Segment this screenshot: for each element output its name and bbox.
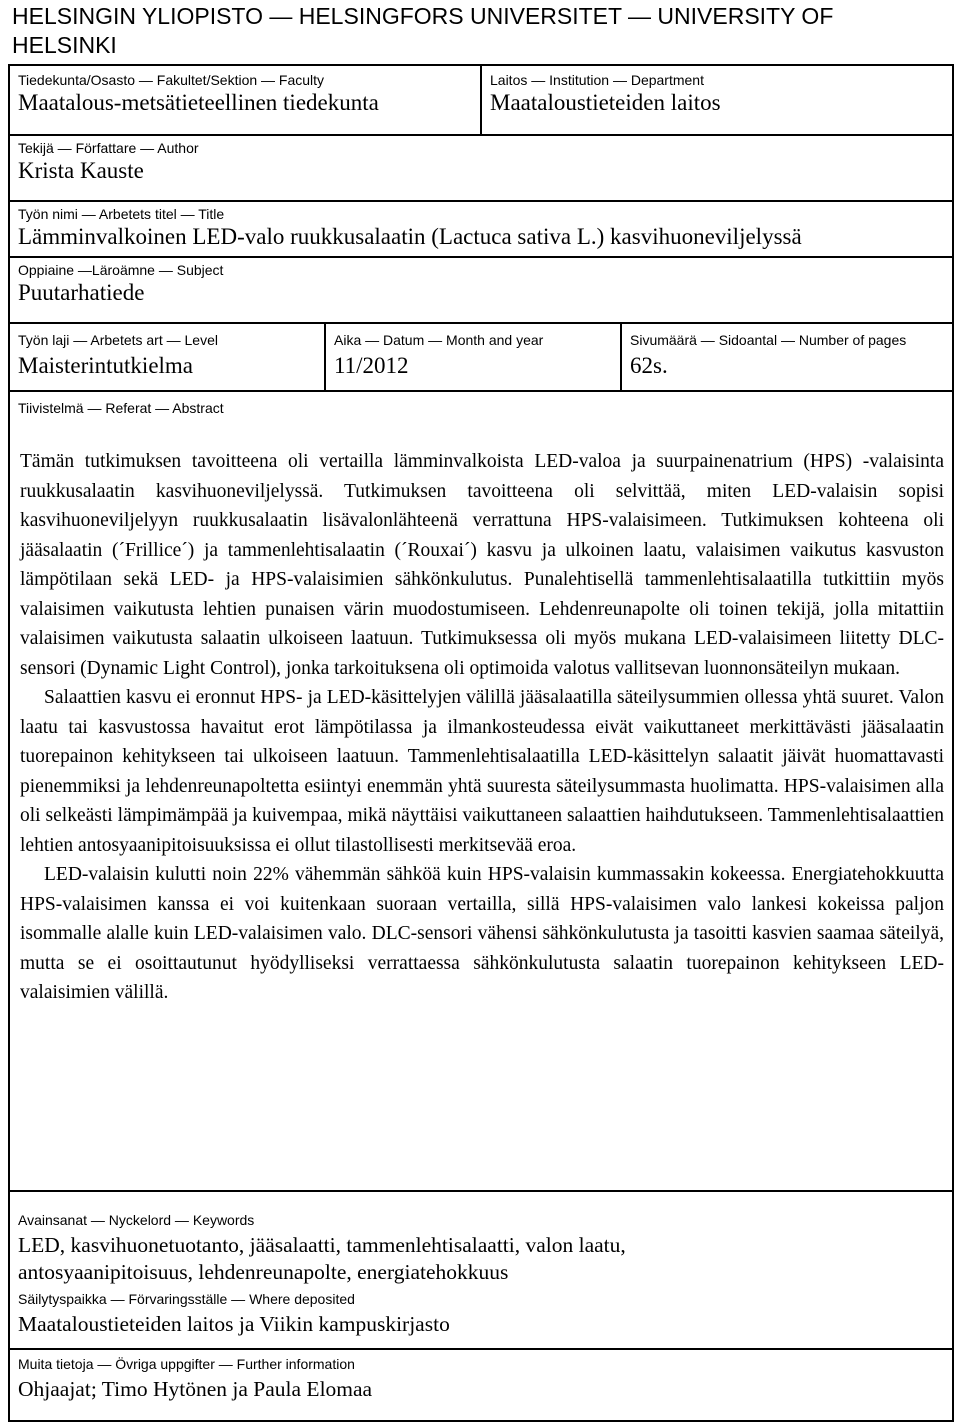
title-bottom-rule bbox=[10, 256, 952, 258]
faculty-value: Maatalous-metsätieteellinen tiedekunta bbox=[18, 90, 379, 115]
author-value: Krista Kauste bbox=[18, 158, 144, 183]
abstract-label: Tiivistelmä ― Referat ― Abstract bbox=[18, 400, 224, 416]
level-label: Työn laji ― Arbetets art ― Level bbox=[18, 332, 218, 348]
department-label: Laitos ― Institution ― Department bbox=[490, 72, 704, 88]
abstract-label-cell bbox=[10, 400, 950, 417]
date-value: 11/2012 bbox=[334, 353, 409, 378]
faculty-cell bbox=[10, 72, 480, 116]
level-value: Maisterintutkielma bbox=[18, 353, 194, 378]
further-label: Muita tietoja ― Övriga uppgifter ― Further information bbox=[18, 1356, 355, 1372]
keywords-line-2: antosyaanipitoisuus, lehdenreunapolte, energiatehokkuus bbox=[18, 1260, 509, 1284]
further-value: Ohjaajat; Timo Hytönen ja Paula Elomaa bbox=[18, 1377, 373, 1401]
pages-value: 62s. bbox=[630, 353, 668, 378]
author-label: Tekijä ― Författare ― Author bbox=[18, 140, 199, 156]
subject-bottom-rule bbox=[10, 322, 952, 324]
abstract-body bbox=[20, 447, 944, 1008]
keywords-line-1: LED, kasvihuonetuotanto, jääsalaatti, tammenlehtisalaatti, valon laatu, bbox=[18, 1233, 626, 1257]
department-value: Maataloustieteiden laitos bbox=[490, 90, 721, 115]
title-label: Työn nimi ― Arbetets titel ― Title bbox=[18, 206, 225, 222]
department-cell bbox=[482, 72, 952, 116]
abstract-paragraph-3: LED-valaisin kulutti noin 22% vähemmän sähköä kuin HPS-valaisin kummassakin kokeessa. Energiatehokkuutta HPS-valaisimen kanssa ei voi kuitenkaan suoraan vertailla, sillä HPS-valaisimen valo lankesi kokeissa paljon isommalle alalle kuin LED-valaisimen valo. DLC-sensori vähensi sähkönkulutusta ja tasoitti kasvien saamaa säteilyä, mutta se ei osoittautunut hyödylliseksi verrattaessa sähkönkulutusta salaatin tuorepainon kehitykseen LED-valaisimien välillä. bbox=[20, 864, 944, 1003]
title-value: Lämminvalkoinen LED-valo ruukkusalaatin (Lactuca sativa L.) kasvihuoneviljelyssä bbox=[18, 224, 802, 249]
author-cell bbox=[10, 140, 950, 184]
date-cell bbox=[326, 332, 626, 379]
deposited-cell bbox=[10, 1291, 950, 1338]
subject-cell bbox=[10, 262, 950, 306]
author-bottom-rule bbox=[10, 200, 952, 202]
level-row-bottom-rule bbox=[10, 390, 952, 392]
level-cell bbox=[10, 332, 324, 379]
abstract-bottom-rule bbox=[10, 1190, 952, 1192]
deposited-value: Maataloustieteiden laitos ja Viikin kampuskirjasto bbox=[18, 1312, 450, 1336]
deposited-bottom-rule bbox=[10, 1348, 952, 1350]
further-cell bbox=[10, 1356, 950, 1403]
title-cell bbox=[10, 206, 950, 250]
abstract-paragraph-1: Tämän tutkimuksen tavoitteena oli vertailla lämminvalkoista LED-valoa ja suurpainenatrium (HPS) -valaisinta ruukkusalaatin kasvihuoneviljelyssä. Tutkimuksen tavoitteena oli selvittää, miten LED-valaisin sopisi kasvihuoneviljelyyn ruukkusalaatin lisävalonlähteenä verrattuna HPS-valaisimeen. Tutkimuksen kohteena oli jääsalaatin (´Frillice´) ja tammenlehtisalaatin (´Rouxai´) kasvu ja ulkoinen laatu, valaisimen vaikutus kasvuston lämpötilaan sekä LED- ja HPS-valaisimien sähkönkulutus. Punalehtisellä tammenlehtisalaatilla tutkittiin myös valaisimen vaikutusta lehtien punaisen värin muodostumiseen. Lehdenreunapolte oli toinen tekijä, jolla mitattiin valaisimen vaikutusta salaatin ulkoiseen laatuun. Tutkimuksessa oli myös mukana LED-valaisimeen liitetty DLC-sensori (Dynamic Light Control), jonka tarkoituksena oli optimoida valotus vallitsevan luonnonsäteilyn mukaan. bbox=[20, 451, 944, 679]
date-label: Aika ― Datum ― Month and year bbox=[334, 332, 544, 348]
keywords-cell bbox=[10, 1212, 950, 1286]
subject-label: Oppiaine ―Läroämne ― Subject bbox=[18, 262, 224, 278]
pages-cell bbox=[622, 332, 952, 379]
deposited-label: Säilytyspaikka ― Förvaringsställe ― Where deposited bbox=[18, 1291, 355, 1307]
keywords-label: Avainsanat ― Nyckelord ― Keywords bbox=[18, 1212, 255, 1228]
row1-bottom-rule bbox=[10, 134, 952, 136]
subject-value: Puutarhatiede bbox=[18, 280, 145, 305]
faculty-label: Tiedekunta/Osasto ― Fakultet/Sektion ― Faculty bbox=[18, 72, 325, 88]
university-title: HELSINGIN YLIOPISTO ― HELSINGFORS UNIVERSITET ― UNIVERSITY OF HELSINKI bbox=[12, 3, 834, 58]
abstract-form bbox=[8, 64, 954, 1422]
pages-label: Sivumäärä ― Sidoantal ― Number of pages bbox=[630, 332, 907, 348]
abstract-paragraph-2: Salaattien kasvu ei eronnut HPS- ja LED-käsittelyjen välillä jääsalaatilla säteilysummien ollessa yhtä suuret. Valon laatu tai kasvustossa havaitut erot lämpötilassa ja ilmankosteudessa eivät vaikuttaneet merkittävästi jääsalaatin tuorepainon kehitykseen tai ulkoiseen laatuun. Tammenlehtisalaatilla LED-käsittelyn salaatit jäivät huomattavasti pienemmiksi ja lehdenreunapoltetta esiintyi enemmän yhtä suuresta säteilysummasta huolimatta. HPS-valaisimen alla oli selkeästi lämpimämpää ja kuivempaa, mikä näyttäisi vaikuttaneen salaattien haihdutukseen. Tammenlehtisalaattien lehtien antosyaanipitoisuuksissa ei ollut tilastollisesti merkitsevää eroa. bbox=[20, 687, 944, 856]
